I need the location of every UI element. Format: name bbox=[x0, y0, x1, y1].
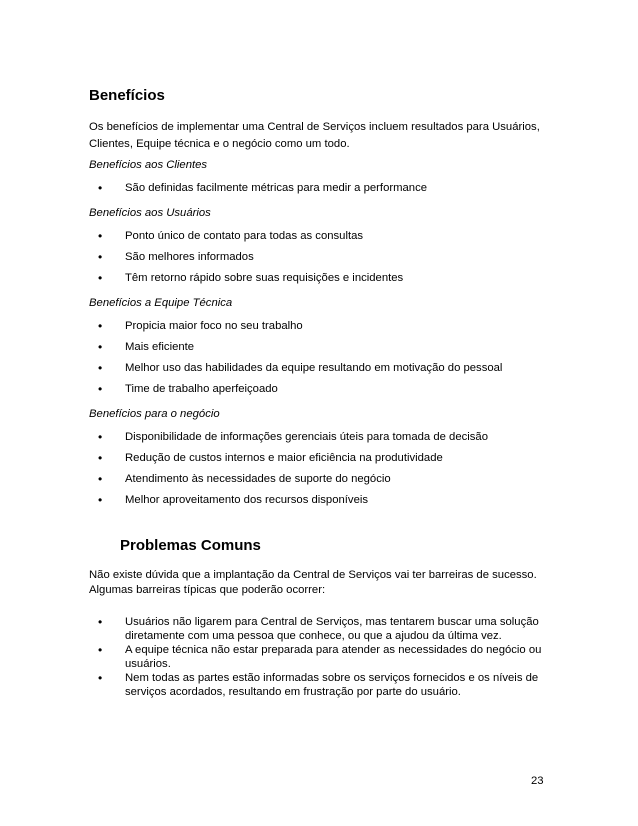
bullet-icon: • bbox=[98, 615, 103, 629]
list-item-text: Redução de custos internos e maior eficiência na produtividade bbox=[125, 452, 443, 464]
list-item bbox=[89, 451, 559, 465]
bullet-icon: • bbox=[98, 271, 103, 285]
list-item bbox=[89, 615, 551, 643]
bullet-list bbox=[89, 229, 559, 285]
section-clientes bbox=[89, 158, 559, 195]
list-item bbox=[89, 229, 559, 243]
list-item-text: Nem todas as partes estão informadas sobre os serviços fornecidos e os níveis de serviços acordados, resultando em frustração por parte do usuário. bbox=[125, 672, 539, 698]
list-item bbox=[89, 319, 559, 333]
list-item-text: Melhor aproveitamento dos recursos disponíveis bbox=[125, 494, 369, 506]
bullet-icon: • bbox=[98, 382, 103, 396]
list-item bbox=[89, 250, 559, 264]
page-number: 23 bbox=[531, 775, 544, 787]
list-item-text: Propicia maior foco no seu trabalho bbox=[125, 320, 303, 332]
bullet-icon: • bbox=[98, 340, 103, 354]
list-item bbox=[89, 472, 559, 486]
problems-heading: Problemas Comuns bbox=[120, 537, 261, 554]
list-item bbox=[89, 181, 559, 195]
list-item bbox=[89, 382, 559, 396]
bullet-icon: • bbox=[98, 493, 103, 507]
list-item-text: São definidas facilmente métricas para medir a performance bbox=[125, 182, 428, 194]
list-item-text: Têm retorno rápido sobre suas requisições e incidentes bbox=[125, 272, 404, 284]
list-item-text: Disponibilidade de informações gerenciais úteis para tomada de decisão bbox=[125, 431, 488, 443]
list-item-text: Mais eficiente bbox=[125, 341, 195, 353]
problems-list bbox=[89, 615, 551, 699]
bullet-icon: • bbox=[98, 250, 103, 264]
list-item bbox=[89, 643, 551, 671]
section-title: Benefícios aos Clientes bbox=[89, 159, 208, 171]
bullet-icon: • bbox=[98, 643, 103, 657]
list-item bbox=[89, 271, 559, 285]
list-item bbox=[89, 430, 559, 444]
bullet-icon: • bbox=[98, 229, 103, 243]
bullet-list bbox=[89, 319, 559, 396]
list-item bbox=[89, 361, 559, 375]
bullet-icon: • bbox=[98, 671, 103, 685]
benefits-intro: Os benefícios de implementar uma Central de Serviços incluem resultados para Usuários, Clientes, Equipe técnica e o negócio como um todo. bbox=[89, 121, 540, 150]
list-item-text: Atendimento às necessidades de suporte do negócio bbox=[125, 473, 391, 485]
problems-intro: Não existe dúvida que a implantação da Central de Serviços vai ter barreiras de sucesso. Algumas barreiras típicas que poderão ocorrer: bbox=[89, 569, 537, 596]
bullet-icon: • bbox=[98, 181, 103, 195]
section-title: Benefícios a Equipe Técnica bbox=[89, 297, 233, 309]
list-item-text: São melhores informados bbox=[125, 251, 254, 263]
bullet-list bbox=[89, 430, 559, 507]
section-equipe-tecnica bbox=[89, 296, 559, 396]
bullet-icon: • bbox=[98, 472, 103, 486]
bullet-icon: • bbox=[98, 319, 103, 333]
list-item bbox=[89, 671, 551, 699]
list-item bbox=[89, 493, 559, 507]
bullet-icon: • bbox=[98, 430, 103, 444]
section-usuarios bbox=[89, 206, 559, 285]
list-item-text: A equipe técnica não estar preparada para atender as necessidades do negócio ou usuários. bbox=[125, 644, 542, 670]
section-title: Benefícios para o negócio bbox=[89, 408, 220, 420]
section-negocio bbox=[89, 407, 559, 507]
list-item-text: Usuários não ligarem para Central de Serviços, mas tentarem buscar uma solução diretamente com uma pessoa que conhece, ou que a ajudou da última vez. bbox=[125, 616, 539, 642]
bullet-icon: • bbox=[98, 361, 103, 375]
benefits-heading: Benefícios bbox=[89, 87, 165, 104]
bullet-list bbox=[89, 181, 559, 195]
bullet-icon: • bbox=[98, 451, 103, 465]
section-title: Benefícios aos Usuários bbox=[89, 207, 211, 219]
list-item-text: Melhor uso das habilidades da equipe resultando em motivação do pessoal bbox=[125, 362, 503, 374]
list-item-text: Time de trabalho aperfeiçoado bbox=[125, 383, 278, 395]
list-item-text: Ponto único de contato para todas as consultas bbox=[125, 230, 364, 242]
list-item bbox=[89, 340, 559, 354]
